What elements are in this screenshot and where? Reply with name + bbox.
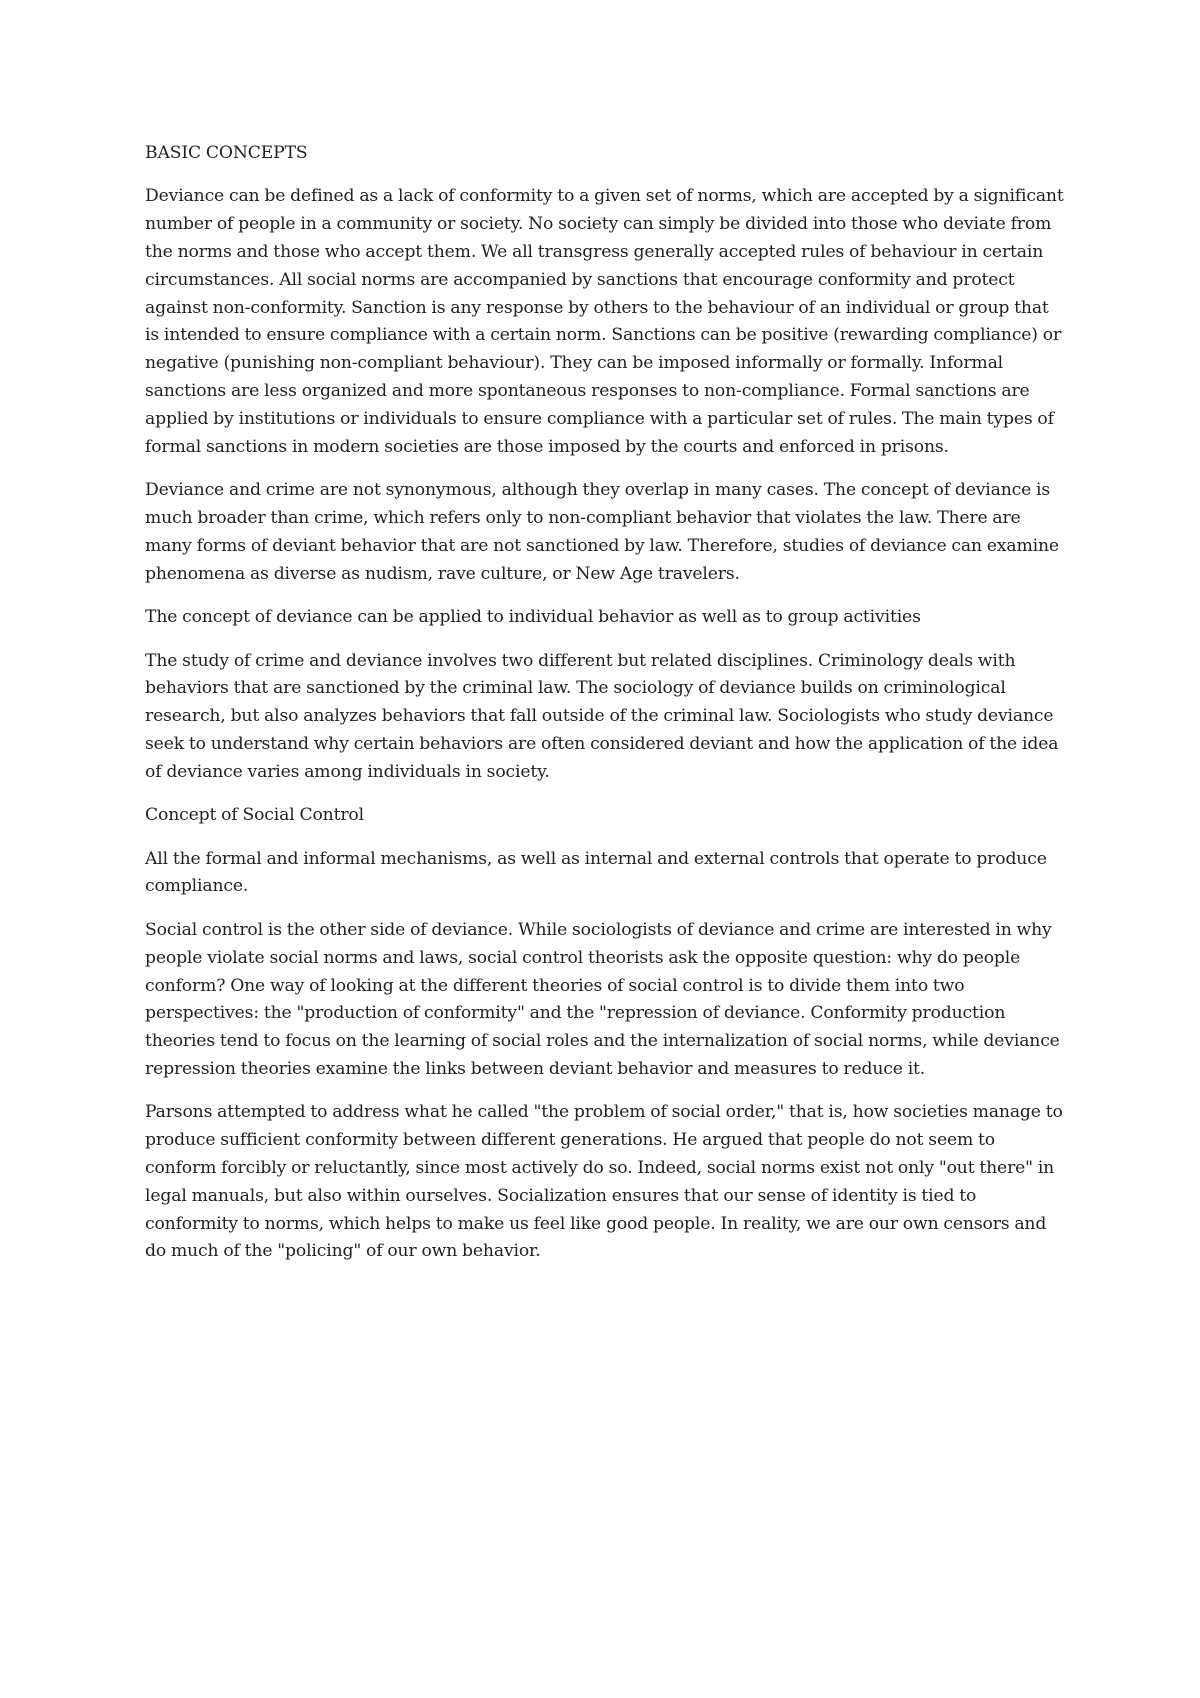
paragraph-social-control-theories: Social control is the other side of deviance. While sociologists of deviance and crime are interested in why people violate social norms and laws, social control theorists ask the opposite question: why do people conform? One way of looking at the different theories of social control is to divide them into two perspectives: the "production of conformity" and the "repression of deviance. Conformity production theories tend to focus on the learning of social roles and the internalization of social norms, while deviance repression theories examine the links between deviant behavior and measures to reduce it. [145,919,1060,1079]
paragraph-deviance-application: The concept of deviance can be applied to individual behavior as well as to group activities [145,607,921,628]
paragraph-deviance-definition: Deviance can be defined as a lack of conformity to a given set of norms, which are accepted by a significant number of people in a community or society. No society can simply be divided into those who deviate from the norms and those who accept them. We all transgress generally accepted rules of behaviour in certain circumstances. All social norms are accompanied by sanctions that encourage conformity and protect against non-conformity. Sanction is any response by others to the behaviour of an individual or group that is intended to ensure compliance with a certain norm. Sanctions can be positive (rewarding compliance) or negative (punishing non-compliant behaviour). They can be imposed informally or formally. Informal sanctions are less organized and more spontaneous responses to non-compliance. Formal sanctions are applied by institutions or individuals to ensure compliance with a particular set of rules. The main types of formal sanctions in modern societies are those imposed by the courts and enforced in prisons. [145,186,1064,457]
document-title: BASIC CONCEPTS [145,143,308,163]
paragraph-criminology-and-sociology: The study of crime and deviance involves two different but related disciplines. Criminology deals with behaviors that are sanctioned by the criminal law. The sociology of deviance builds on criminological research, but also analyzes behaviors that fall outside of the criminal law. Sociologists who study deviance seek to understand why certain behaviors are often considered deviant and how the application of the idea of deviance varies among individuals in society. [145,650,1059,782]
document-body [145,140,1065,1282]
paragraph-deviance-vs-crime: Deviance and crime are not synonymous, although they overlap in many cases. The concept of deviance is much broader than crime, which refers only to non-compliant behavior that violates the law. There are many forms of deviant behavior that are not sanctioned by law. Therefore, studies of deviance can examine phenomena as diverse as nudism, rave culture, or New Age travelers. [145,480,1059,584]
paragraph-social-control-definition: All the formal and informal mechanisms, as well as internal and external controls that operate to produce compliance. [145,848,1047,897]
paragraph-parsons-social-order: Parsons attempted to address what he called "the problem of social order," that is, how societies manage to produce sufficient conformity between different generations. He argued that people do not seem to conform forcibly or reluctantly, since most actively do so. Indeed, social norms exist not only "out there" in legal manuals, but also within ourselves. Socialization ensures that our sense of identity is tied to conformity to norms, which helps to make us feel like good people. In reality, we are our own censors and do much of the "policing" of our own behavior. [145,1102,1063,1262]
section-heading-social-control: Concept of Social Control [145,805,364,826]
